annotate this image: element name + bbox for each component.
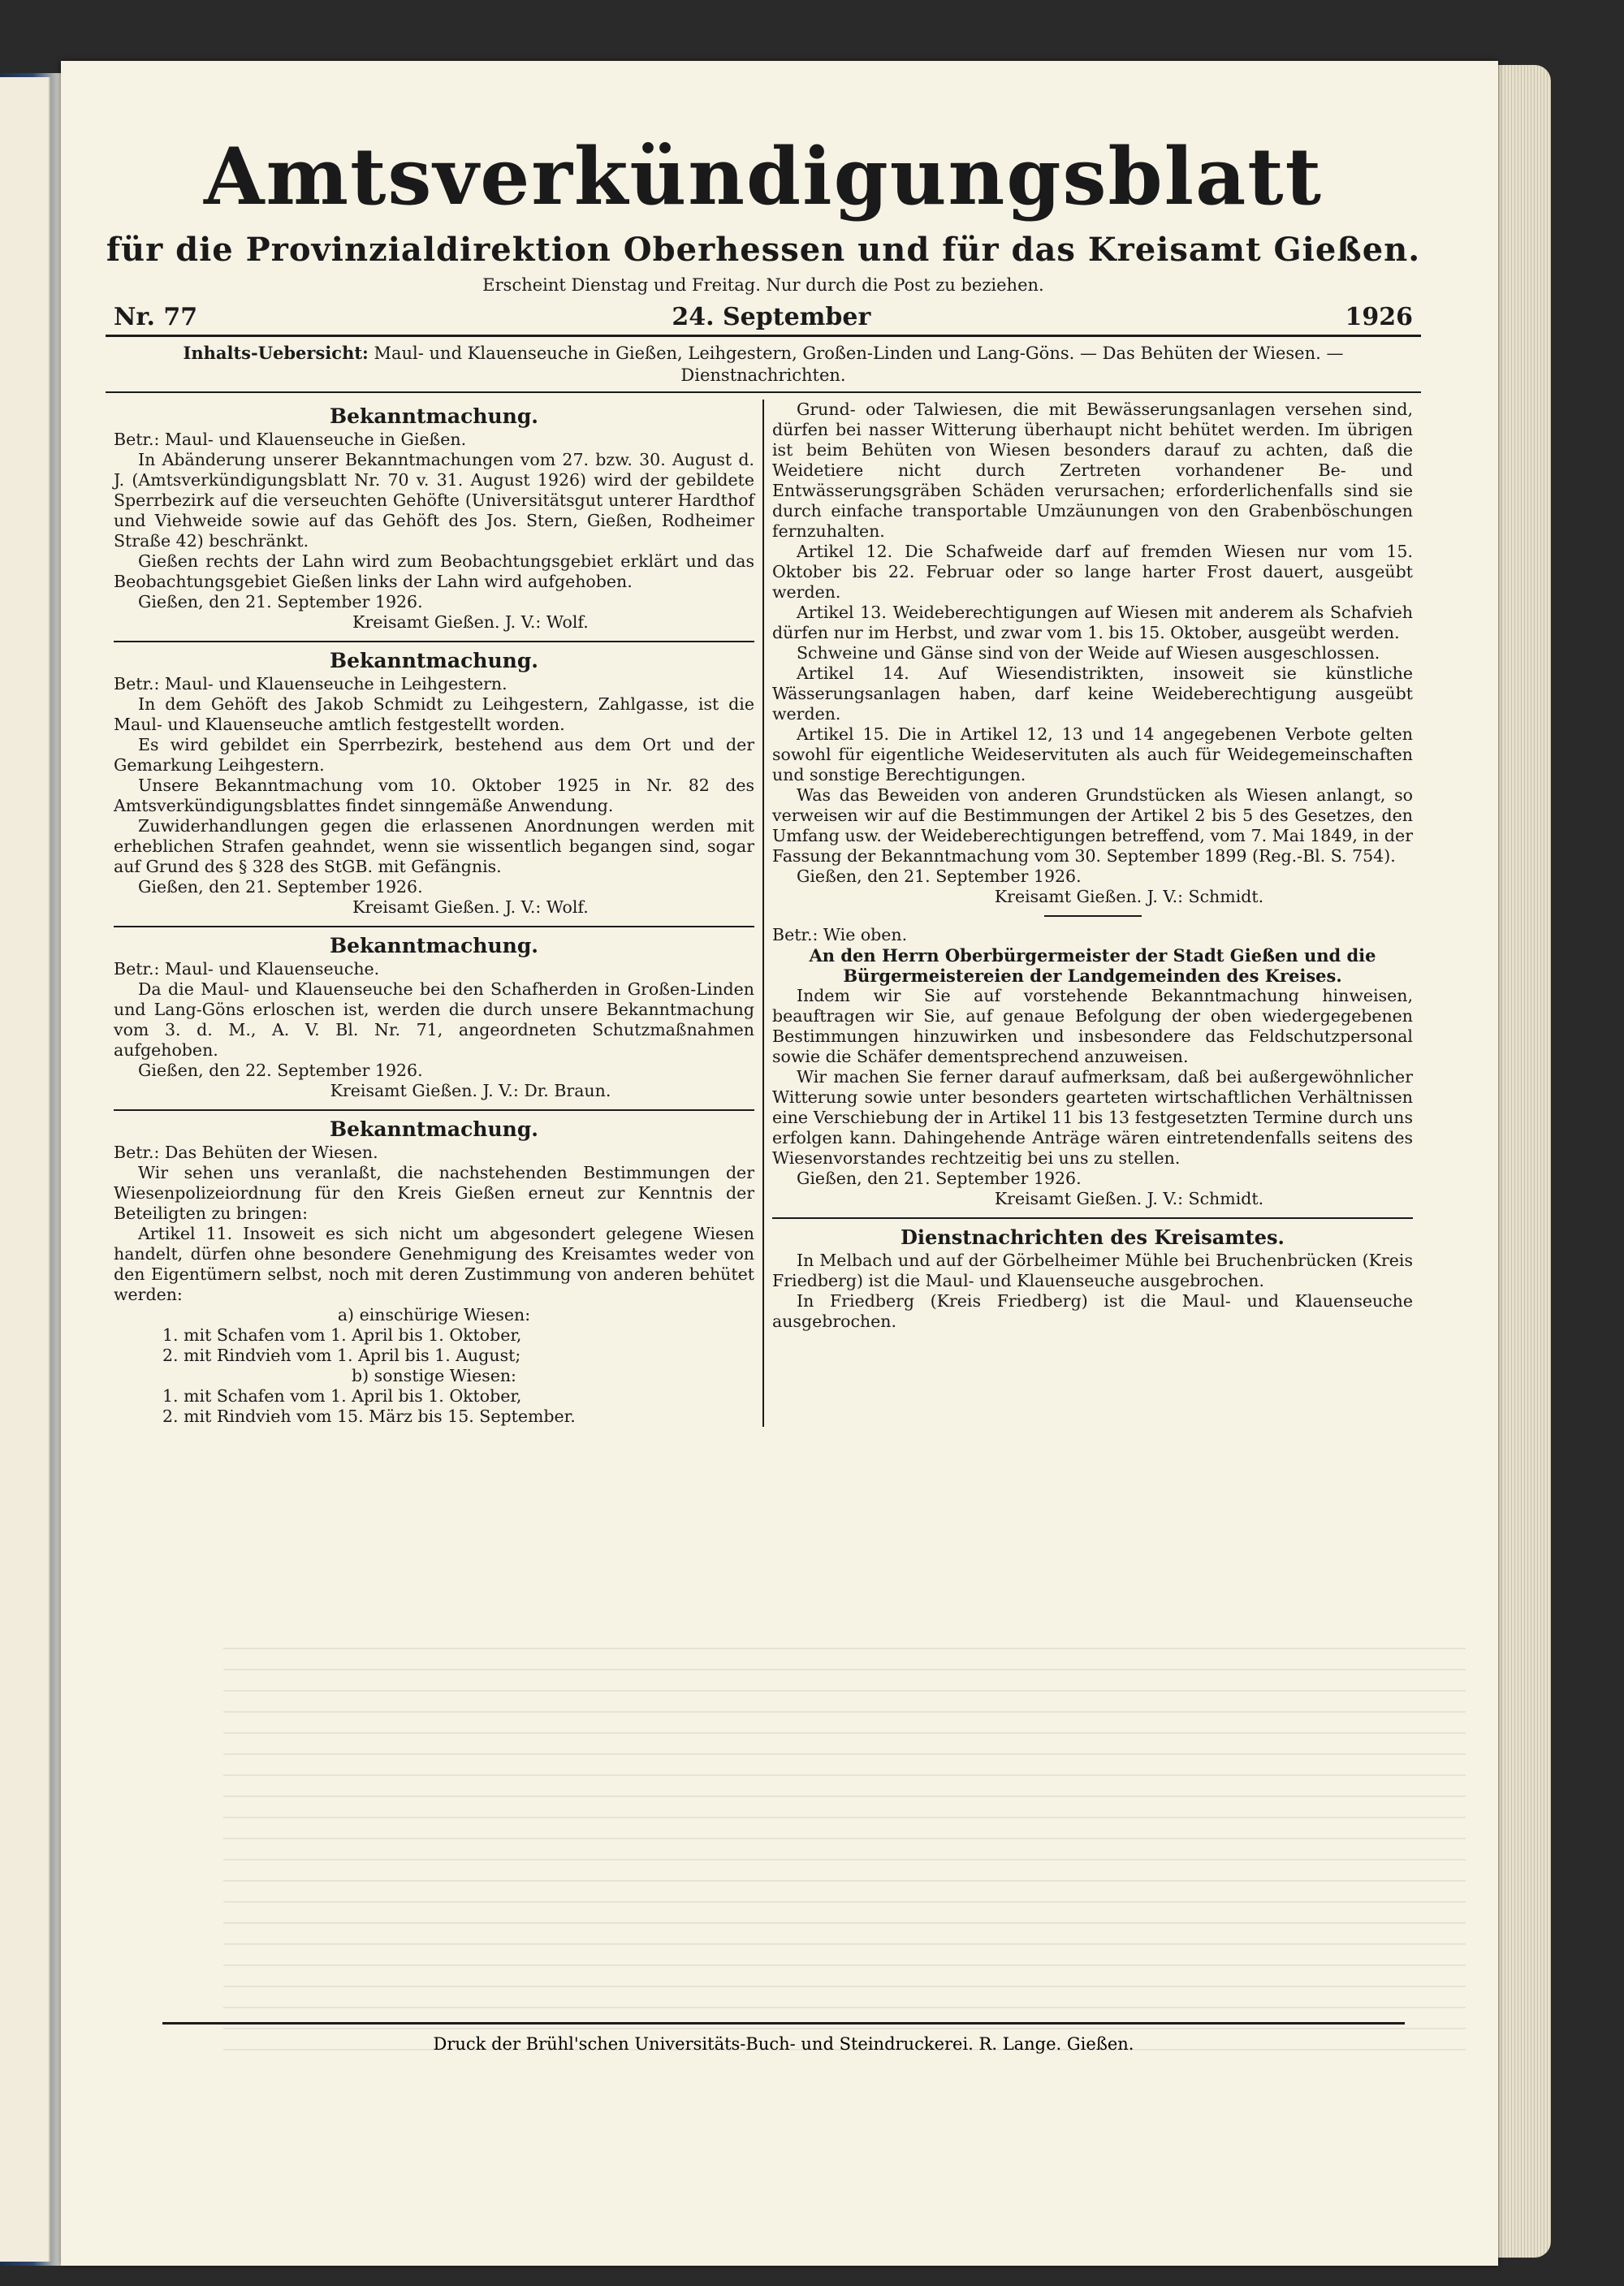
paragraph: In dem Gehöft des Jakob Schmidt zu Leihgestern, Zahlgasse, ist die Maul- und Klauenseuche amtlich festgestellt worden. <box>114 694 754 734</box>
section-title: Bekanntmachung. <box>329 934 539 957</box>
paragraph: Da die Maul- und Klauenseuche bei den Schafherden in Großen-Linden und Lang-Göns erloschen ist, werden die durch unsere Bekanntmachung vom 3. d. M., A. V. Bl. Nr. 71, angeordneten Schutzmaßnahmen aufgehoben. <box>114 979 754 1060</box>
paragraph: Artikel 13. Weideberechtigungen auf Wiesen mit anderem als Schafvieh dürfen nur im Herbst, und zwar vom 1. bis 15. Oktober, ausgeübt werden. <box>772 603 1413 642</box>
betr-line: Betr.: Maul- und Klauenseuche in Leihgestern. <box>114 674 508 694</box>
toc-label: Inhalts-Uebersicht: <box>183 343 369 363</box>
signature: Kreisamt Gießen. J. V.: Wolf. <box>352 612 589 632</box>
left-column <box>106 400 764 1427</box>
two-columns <box>106 400 1421 1427</box>
paragraph: Indem wir Sie auf vorstehende Bekanntmachung hinweisen, beauftragen wir Sie, auf genaue Befolgung der oben wiedergegebenen Bestimmungen hinzuwirken und insbesondere das Feldschutzpersonal sowie die Schäfer dementsprechend anzuweisen. <box>772 986 1413 1066</box>
section-divider <box>114 926 754 927</box>
paragraph: In Melbach und auf der Görbelheimer Mühle bei Bruchenbrücken (Kreis Friedberg) ist die Maul- und Klauenseuche ausgebrochen. <box>772 1251 1413 1290</box>
list-item: 1. mit Schafen vom 1. April bis 1. Oktober, <box>162 1386 522 1406</box>
paragraph: Schweine und Gänse sind von der Weide auf Wiesen ausgeschlossen. <box>797 643 1380 663</box>
list-item: 2. mit Rindvieh vom 15. März bis 15. September. <box>162 1407 576 1426</box>
list-heading: b) sonstige Wiesen: <box>352 1366 516 1385</box>
addressee: An den Herrn Oberbürgermeister der Stadt Gießen und die Bürgermeistereien der Landgemeinden des Kreises. <box>809 945 1376 986</box>
date-line: Gießen, den 21. September 1926. <box>138 877 423 897</box>
paragraph: Artikel 12. Die Schafweide darf auf fremden Wiesen nur vom 15. Oktober bis 22. Februar oder so lange harter Frost dauert, ausgeübt werden. <box>772 542 1413 602</box>
list-heading: a) einschürige Wiesen: <box>337 1305 531 1324</box>
signature: Kreisamt Gießen. J. V.: Dr. Braun. <box>330 1081 611 1100</box>
issue-bar <box>106 303 1421 337</box>
date-line: Gießen, den 21. September 1926. <box>797 866 1082 886</box>
date-line: Gießen, den 21. September 1926. <box>797 1169 1082 1188</box>
section-title: Bekanntmachung. <box>329 649 539 672</box>
issue-date: 24. September <box>672 303 871 331</box>
masthead-title: Amtsverkündigungsblatt <box>204 131 1323 223</box>
bleed-through <box>223 1644 1466 2050</box>
short-divider <box>1044 915 1142 917</box>
toc-text: Maul- und Klauenseuche in Gießen, Leihgestern, Großen-Linden und Lang-Göns. — Das Behüten der Wiesen. — Dienstnachrichten. <box>374 344 1344 385</box>
page-content <box>106 81 1421 1427</box>
section-title: Bekanntmachung. <box>329 404 539 428</box>
signature: Kreisamt Gießen. J. V.: Wolf. <box>352 897 589 917</box>
paragraph: Artikel 14. Auf Wiesendistrikten, insoweit sie künstliche Wässerungsanlagen haben, darf keine Weideberechtigung ausgeübt werden. <box>772 663 1413 724</box>
issue-number: Nr. 77 <box>114 303 198 331</box>
section-title: Bekanntmachung. <box>329 1117 539 1141</box>
paragraph: Es wird gebildet ein Sperrbezirk, bestehend aus dem Ort und der Gemarkung Leihgestern. <box>114 735 754 775</box>
paragraph: Artikel 11. Insoweit es sich nicht um abgesondert gelegene Wiesen handelt, dürfen ohne besondere Genehmigung des Kreisamtes weder von den Eigentümern selbst, noch mit deren Zustimmung von anderen behütet werden: <box>114 1224 754 1304</box>
betr-line: Betr.: Maul- und Klauenseuche. <box>114 959 380 979</box>
list-item: 2. mit Rindvieh vom 1. April bis 1. August; <box>162 1346 521 1365</box>
paragraph: Was das Beweiden von anderen Grundstücken als Wiesen anlangt, so verweisen wir auf die Bestimmungen der Artikel 2 bis 5 des Gesetzes, den Umfang usw. der Weideberechtigungen betreffend, vom 7. Mai 1849, in der Fassung der Bekanntmachung vom 30. September 1899 (Reg.-Bl. S. 754). <box>772 785 1413 866</box>
issue-year: 1926 <box>1345 303 1413 331</box>
section-title: Dienstnachrichten des Kreisamtes. <box>901 1225 1285 1249</box>
section-divider <box>114 641 754 642</box>
right-column <box>764 400 1421 1427</box>
section-divider <box>772 1217 1413 1219</box>
betr-line: Betr.: Maul- und Klauenseuche in Gießen. <box>114 430 467 449</box>
paragraph: Unsere Bekanntmachung vom 10. Oktober 1925 in Nr. 82 des Amtsverkündigungsblattes findet sinngemäße Anwendung. <box>114 776 754 815</box>
paragraph: Artikel 15. Die in Artikel 12, 13 und 14 angegebenen Verbote gelten sowohl für eigentliche Weideservituten als auch für Weidegemeinschaften und sonstige Berechtigungen. <box>772 724 1413 784</box>
signature: Kreisamt Gießen. J. V.: Schmidt. <box>994 887 1264 906</box>
signature: Kreisamt Gießen. J. V.: Schmidt. <box>994 1189 1264 1208</box>
left-page-edge <box>0 77 50 2262</box>
paragraph: Wir sehen uns veranlaßt, die nachstehenden Bestimmungen der Wiesenpolizeiordnung für den Kreis Gießen erneut zur Kenntnis der Beteiligten zu bringen: <box>114 1163 754 1223</box>
masthead-subtitle: für die Provinzialdirektion Oberhessen und für das Kreisamt Gießen. <box>106 231 1421 269</box>
publication-schedule: Erscheint Dienstag und Freitag. Nur durch die Post zu beziehen. <box>482 275 1044 295</box>
paragraph: Gießen rechts der Lahn wird zum Beobachtungsgebiet erklärt und das Beobachtungsgebiet Gießen links der Lahn wird aufgehoben. <box>114 551 754 591</box>
paragraph: Grund- oder Talwiesen, die mit Bewässerungsanlagen versehen sind, dürfen bei nasser Witterung überhaupt nicht behütet werden. Im übrigen ist beim Behüten von Wiesen besonders darauf zu achten, daß die Weidetiere nicht durch Zertreten vorhandener Be- und Entwässerungsgräben Schäden verursachen; erforderlichenfalls sind sie durch einfache transportable Umzäunungen von den Grabenböschungen fernzuhalten. <box>772 400 1413 541</box>
paragraph: In Friedberg (Kreis Friedberg) ist die Maul- und Klauenseuche ausgebrochen. <box>772 1291 1413 1331</box>
section-divider <box>114 1109 754 1111</box>
betr-line: Betr.: Wie oben. <box>772 925 908 944</box>
paragraph: Wir machen Sie ferner darauf aufmerksam, daß bei außergewöhnlicher Witterung sowie unter besonders gearteten wirtschaftlichen Verhältnissen eine Verschiebung der in Artikel 11 bis 13 festgesetzten Termine durch uns erfolgen kann. Dahingehende Anträge wären eintretendenfalls seitens des Wiesenvorstandes rechtzeitig bei uns zu stellen. <box>772 1067 1413 1168</box>
betr-line: Betr.: Das Behüten der Wiesen. <box>114 1143 378 1162</box>
list-item: 1. mit Schafen vom 1. April bis 1. Oktober, <box>162 1325 522 1345</box>
printer-imprint: Druck der Brühl'schen Universitäts-Buch- und Steindruckerei. R. Lange. Gießen. <box>433 2034 1134 2054</box>
table-of-contents <box>106 337 1421 393</box>
paragraph: Zuwiderhandlungen gegen die erlassenen Anordnungen werden mit erheblichen Strafen geahndet, wenn sie wissentlich begangen sind, sogar auf Grund des § 328 des StGB. mit Gefängnis. <box>114 816 754 876</box>
paragraph: In Abänderung unserer Bekanntmachungen vom 27. bzw. 30. August d. J. (Amtsverkündigungsblatt Nr. 70 v. 31. August 1926) wird der gebildete Sperrbezirk auf die verseuchten Gehöfte (Universitätsgut unterer Hardthof und Viehweide sowie auf das Gehöft des Jos. Stern, Gießen, Rodheimer Straße 42) beschränkt. <box>114 450 754 551</box>
date-line: Gießen, den 21. September 1926. <box>138 592 423 611</box>
footer-divider <box>162 2022 1405 2025</box>
date-line: Gießen, den 22. September 1926. <box>138 1061 423 1080</box>
